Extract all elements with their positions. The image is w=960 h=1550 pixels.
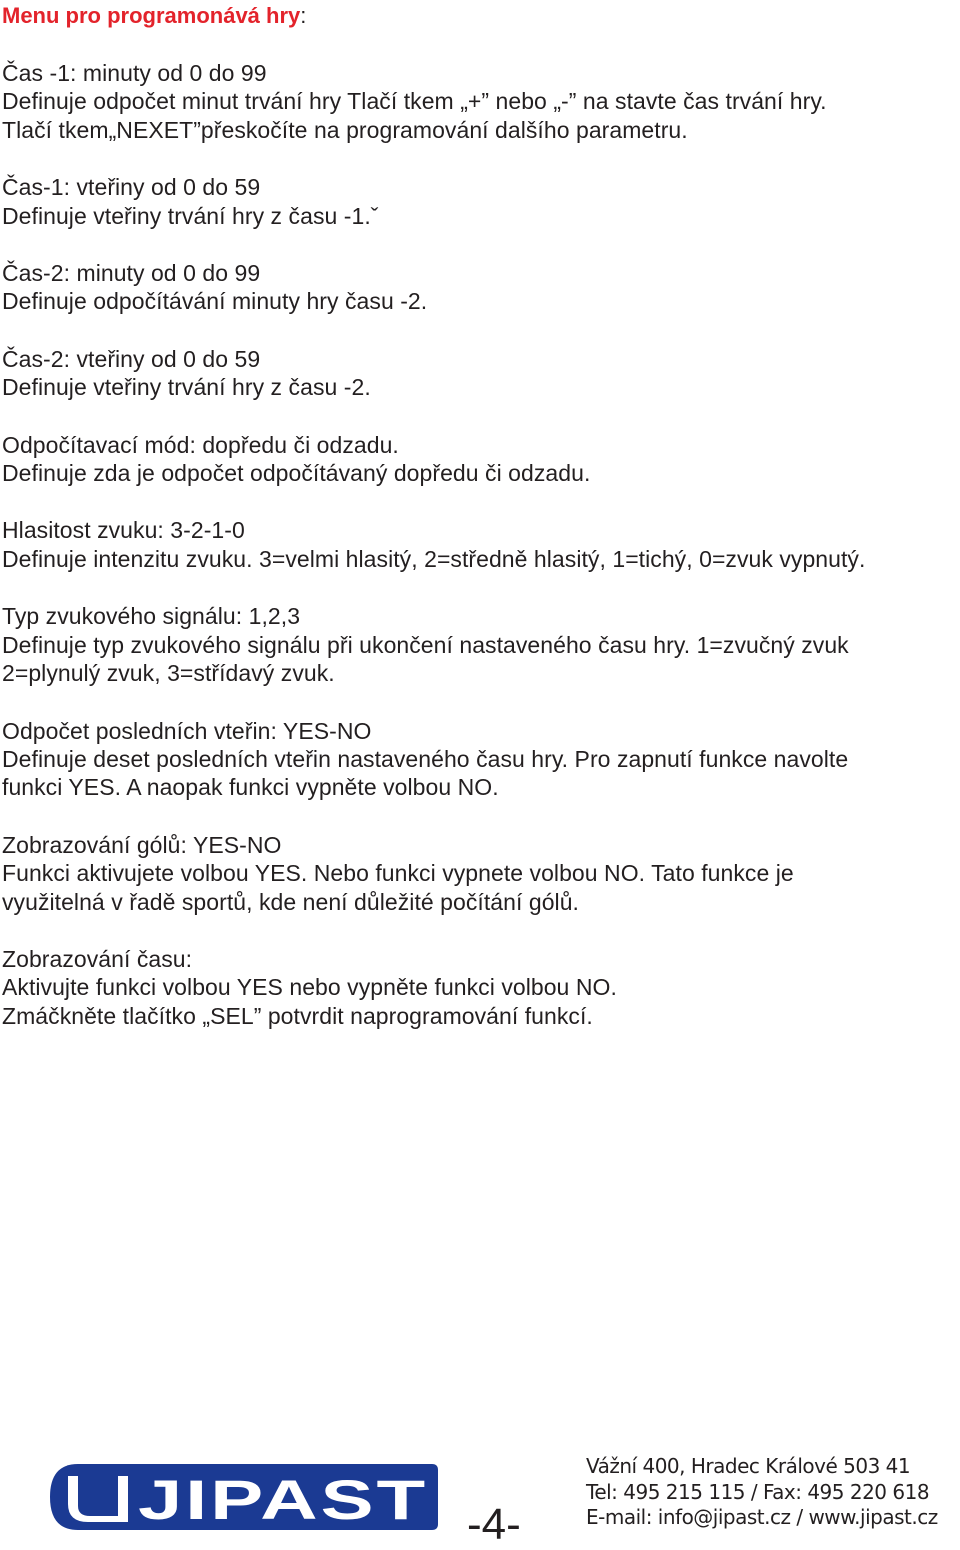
section-cas2-vteriny <box>2 345 958 402</box>
section-text: Definuje vteřiny trvání hry z času -2. <box>2 374 371 401</box>
logo-text: JIPAST <box>138 1468 428 1531</box>
page-number: -4- <box>467 1500 521 1549</box>
section-cas1-minuty <box>2 59 958 144</box>
section-text: 2=plynulý zvuk, 3=střídavý zvuk. <box>2 660 335 687</box>
section-posledni-vteriny <box>2 717 958 802</box>
section-text: Tlačí tkem„NEXET”přeskočíte na programování dalšího parametru. <box>2 116 688 143</box>
page-heading <box>2 2 958 30</box>
section-text: Definuje zda je odpočet odpočítávaný dopředu či odzadu. <box>2 460 591 487</box>
section-text: Definuje odpočet minut trvání hry Tlačí tkem „+” nebo „-” na stavte čas trvání hry. <box>2 88 827 115</box>
company-address <box>586 1454 938 1531</box>
section-title: Odpočítavací mód: dopředu či odzadu. <box>2 431 399 458</box>
page-footer <box>0 1440 960 1550</box>
section-text: Definuje odpočítávání minuty hry času -2. <box>2 288 428 315</box>
section-zobrazovani-golu <box>2 831 958 916</box>
section-title: Čas -1: minuty od 0 do 99 <box>2 60 267 86</box>
document-body <box>2 0 958 1030</box>
section-title: Zobrazování gólů: YES-NO <box>2 831 282 858</box>
section-cas2-minuty <box>2 259 958 316</box>
address-line: Vážní 400, Hradec Králové 503 41 <box>586 1454 911 1478</box>
section-text: využitelná v řadě sportů, kde není důležité počítání gólů. <box>2 888 579 915</box>
section-title: Odpočet posledních vteřin: YES-NO <box>2 717 372 744</box>
section-title: Čas-1: vteřiny od 0 do 59 <box>2 174 261 201</box>
section-title: Hlasitost zvuku: 3-2-1-0 <box>2 517 245 544</box>
contact-email-web: E-mail: info@jipast.cz / www.jipast.cz <box>586 1505 938 1529</box>
section-text: Definuje typ zvukového signálu při ukončení nastaveného času hry. 1=zvučný zvuk <box>2 631 849 658</box>
section-odpocitavaci-mod <box>2 431 958 488</box>
heading-title: Menu pro programonává hry <box>2 3 301 28</box>
section-hlasitost <box>2 516 958 573</box>
section-text: Definuje vteřiny trvání hry z času -1.ˇ <box>2 202 379 229</box>
section-text: Aktivujte funkci volbou YES nebo vypněte funkci volbou NO. <box>2 974 617 1001</box>
section-title: Čas-2: minuty od 0 do 99 <box>2 260 261 287</box>
section-text: Definuje intenzitu zvuku. 3=velmi hlasitý, 2=středně hlasitý, 1=tichý, 0=zvuk vypnutý. <box>2 545 866 572</box>
heading-colon: : <box>300 3 307 28</box>
contact-phone-fax: Tel: 495 215 115 / Fax: 495 220 618 <box>586 1479 930 1504</box>
section-title: Čas-2: vteřiny od 0 do 59 <box>2 345 261 372</box>
section-typ-signalu <box>2 602 958 687</box>
section-cas1-vteriny <box>2 173 958 230</box>
section-zobrazovani-casu <box>2 945 958 1030</box>
jipast-logo <box>48 1462 440 1532</box>
section-text: Definuje deset posledních vteřin nastaveného času hry. Pro zapnutí funkce navolte <box>2 745 849 772</box>
section-title: Zobrazování času: <box>2 945 193 972</box>
section-text: funkci YES. A naopak funkci vypněte volbou NO. <box>2 774 499 801</box>
section-text: Zmáčkněte tlačítko „SEL” potvrdit naprogramování funkcí. <box>2 1002 593 1029</box>
section-title: Typ zvukového signálu: 1,2,3 <box>2 603 301 630</box>
section-text: Funkci aktivujete volbou YES. Nebo funkci vypnete volbou NO. Tato funkce je <box>2 860 794 887</box>
